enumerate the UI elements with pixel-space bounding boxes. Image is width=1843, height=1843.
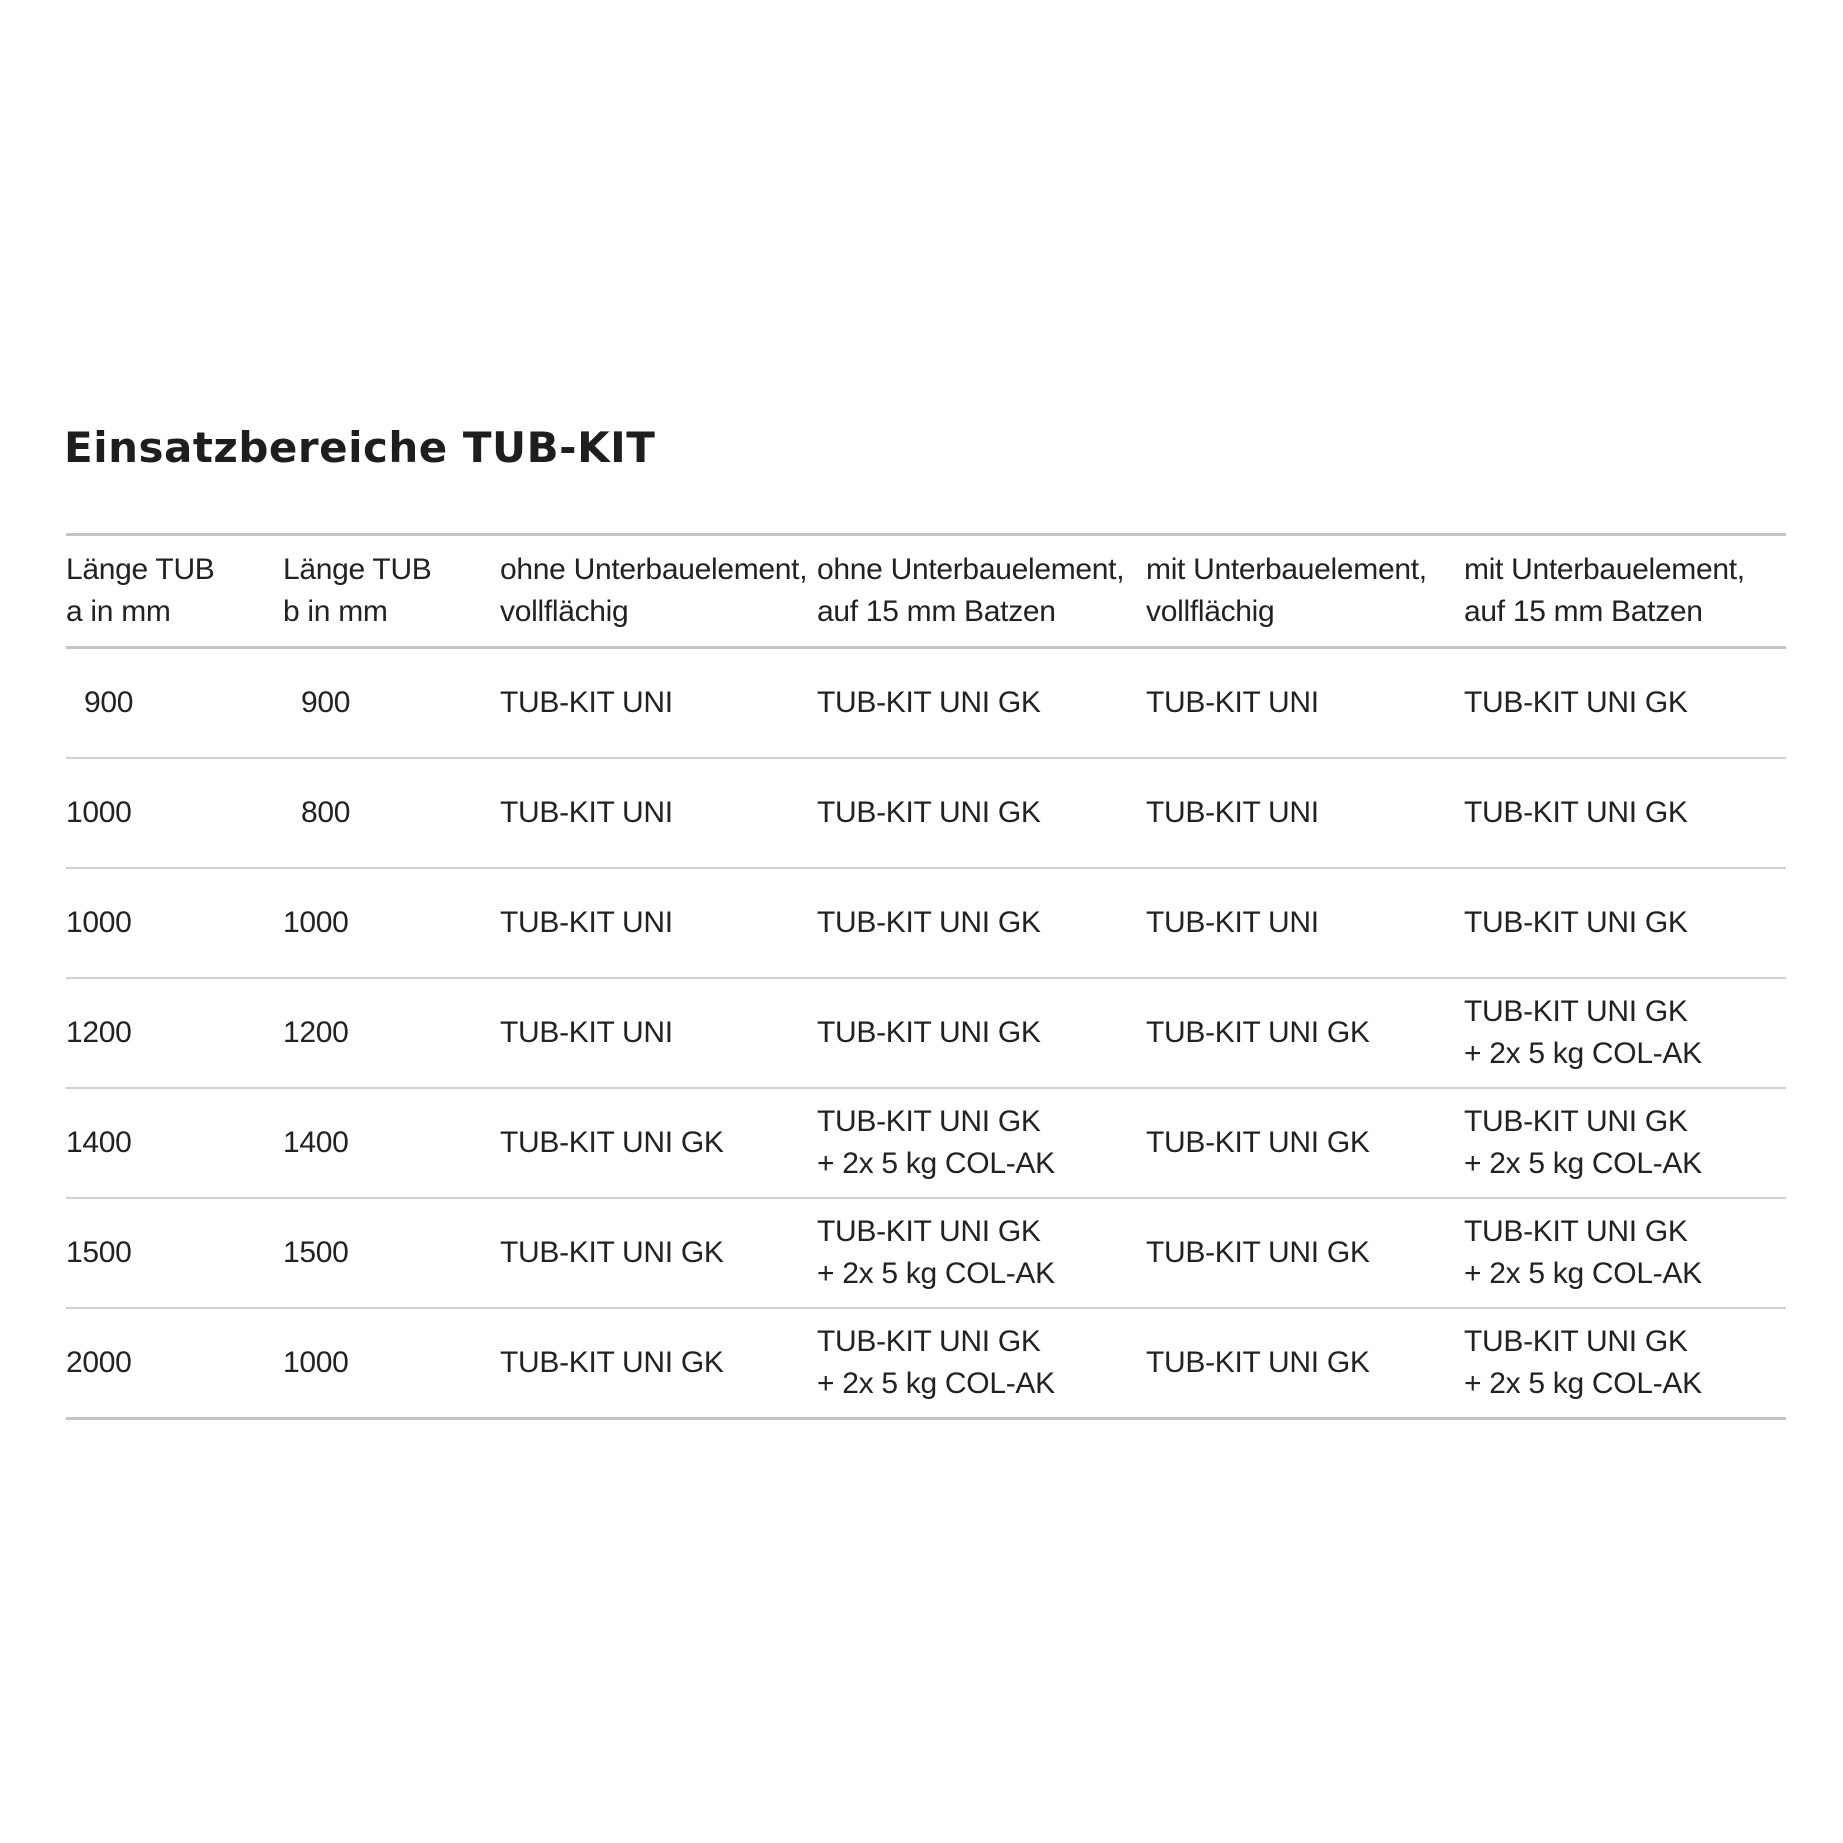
cell-with-substructure-dabs: TUB-KIT UNI GK + 2x 5 kg COL-AK xyxy=(1464,1325,1702,1400)
cell-with-substructure-full: TUB-KIT UNI GK xyxy=(1146,1346,1370,1379)
cell-length-b: 1200 xyxy=(283,978,500,1088)
table-row xyxy=(66,868,1786,978)
table-row xyxy=(66,978,1786,1088)
cell-without-substructure-full: TUB-KIT UNI xyxy=(500,648,817,759)
cell-length-b: 1500 xyxy=(283,1198,500,1308)
cell-without-substructure-full: TUB-KIT UNI xyxy=(500,978,817,1088)
cell-length-a: 1500 xyxy=(66,1198,283,1308)
cell-length-a: 1400 xyxy=(66,1088,283,1198)
cell-without-substructure-dabs: TUB-KIT UNI GK + 2x 5 kg COL-AK xyxy=(817,1325,1055,1400)
usage-table xyxy=(66,533,1786,1420)
cell-with-substructure-dabs: TUB-KIT UNI GK + 2x 5 kg COL-AK xyxy=(1464,1088,1786,1198)
cell-length-a: 1000 xyxy=(66,758,283,868)
page-title: Einsatzbereiche TUB-KIT xyxy=(64,423,656,472)
cell-with-substructure-dabs: TUB-KIT UNI GK xyxy=(1464,868,1786,978)
header-with-substructure-dabs: mit Unterbauelement, auf 15 mm Batzen xyxy=(1464,535,1786,648)
cell-without-substructure-dabs: TUB-KIT UNI GK xyxy=(817,758,1146,868)
cell-with-substructure-full: TUB-KIT UNI xyxy=(1146,758,1464,868)
table-row xyxy=(66,1198,1786,1308)
cell-length-a: 2000 xyxy=(66,1346,132,1379)
cell-without-substructure-full: TUB-KIT UNI GK xyxy=(500,1198,817,1308)
cell-length-b: 1000 xyxy=(283,868,500,978)
cell-length-a: 1000 xyxy=(66,868,283,978)
header-length-b: Länge TUB b in mm xyxy=(283,535,500,648)
cell-without-substructure-full: TUB-KIT UNI xyxy=(500,868,817,978)
cell-without-substructure-dabs: TUB-KIT UNI GK + 2x 5 kg COL-AK xyxy=(817,1088,1146,1198)
usage-table-container xyxy=(66,533,1786,1420)
cell-with-substructure-full: TUB-KIT UNI GK xyxy=(1146,1088,1464,1198)
header-without-substructure-dabs: ohne Unterbauelement, auf 15 mm Batzen xyxy=(817,535,1146,648)
header-row xyxy=(66,535,1786,648)
table-body xyxy=(66,648,1786,1419)
cell-without-substructure-dabs: TUB-KIT UNI GK xyxy=(817,648,1146,759)
table-row xyxy=(66,1088,1786,1198)
cell-without-substructure-dabs: TUB-KIT UNI GK xyxy=(817,978,1146,1088)
cell-length-b: 800 xyxy=(283,758,500,868)
cell-with-substructure-dabs: TUB-KIT UNI GK xyxy=(1464,758,1786,868)
cell-without-substructure-full: TUB-KIT UNI xyxy=(500,758,817,868)
cell-length-b: 1000 xyxy=(283,1346,349,1379)
header-without-substructure-full: ohne Unterbauelement, vollflächig xyxy=(500,535,817,648)
cell-with-substructure-dabs: TUB-KIT UNI GK + 2x 5 kg COL-AK xyxy=(1464,978,1786,1088)
cell-without-substructure-full: TUB-KIT UNI GK xyxy=(500,1088,817,1198)
cell-without-substructure-dabs: TUB-KIT UNI GK + 2x 5 kg COL-AK xyxy=(817,1198,1146,1308)
table-header xyxy=(66,535,1786,648)
cell-length-a: 1200 xyxy=(66,978,283,1088)
cell-length-b: 900 xyxy=(283,648,500,759)
header-length-a: Länge TUB a in mm xyxy=(66,535,283,648)
cell-length-b: 1400 xyxy=(283,1088,500,1198)
cell-with-substructure-full: TUB-KIT UNI GK xyxy=(1146,1198,1464,1308)
table-row xyxy=(66,1308,1786,1419)
table-row xyxy=(66,648,1786,759)
cell-without-substructure-dabs: TUB-KIT UNI GK xyxy=(817,868,1146,978)
cell-with-substructure-dabs: TUB-KIT UNI GK + 2x 5 kg COL-AK xyxy=(1464,1198,1786,1308)
cell-with-substructure-dabs: TUB-KIT UNI GK xyxy=(1464,648,1786,759)
cell-with-substructure-full: TUB-KIT UNI xyxy=(1146,648,1464,759)
table-row xyxy=(66,758,1786,868)
cell-length-a: 900 xyxy=(66,648,283,759)
header-with-substructure-full: mit Unterbauelement, vollflächig xyxy=(1146,535,1464,648)
cell-with-substructure-full: TUB-KIT UNI GK xyxy=(1146,978,1464,1088)
cell-with-substructure-full: TUB-KIT UNI xyxy=(1146,868,1464,978)
cell-without-substructure-full: TUB-KIT UNI GK xyxy=(500,1346,724,1379)
